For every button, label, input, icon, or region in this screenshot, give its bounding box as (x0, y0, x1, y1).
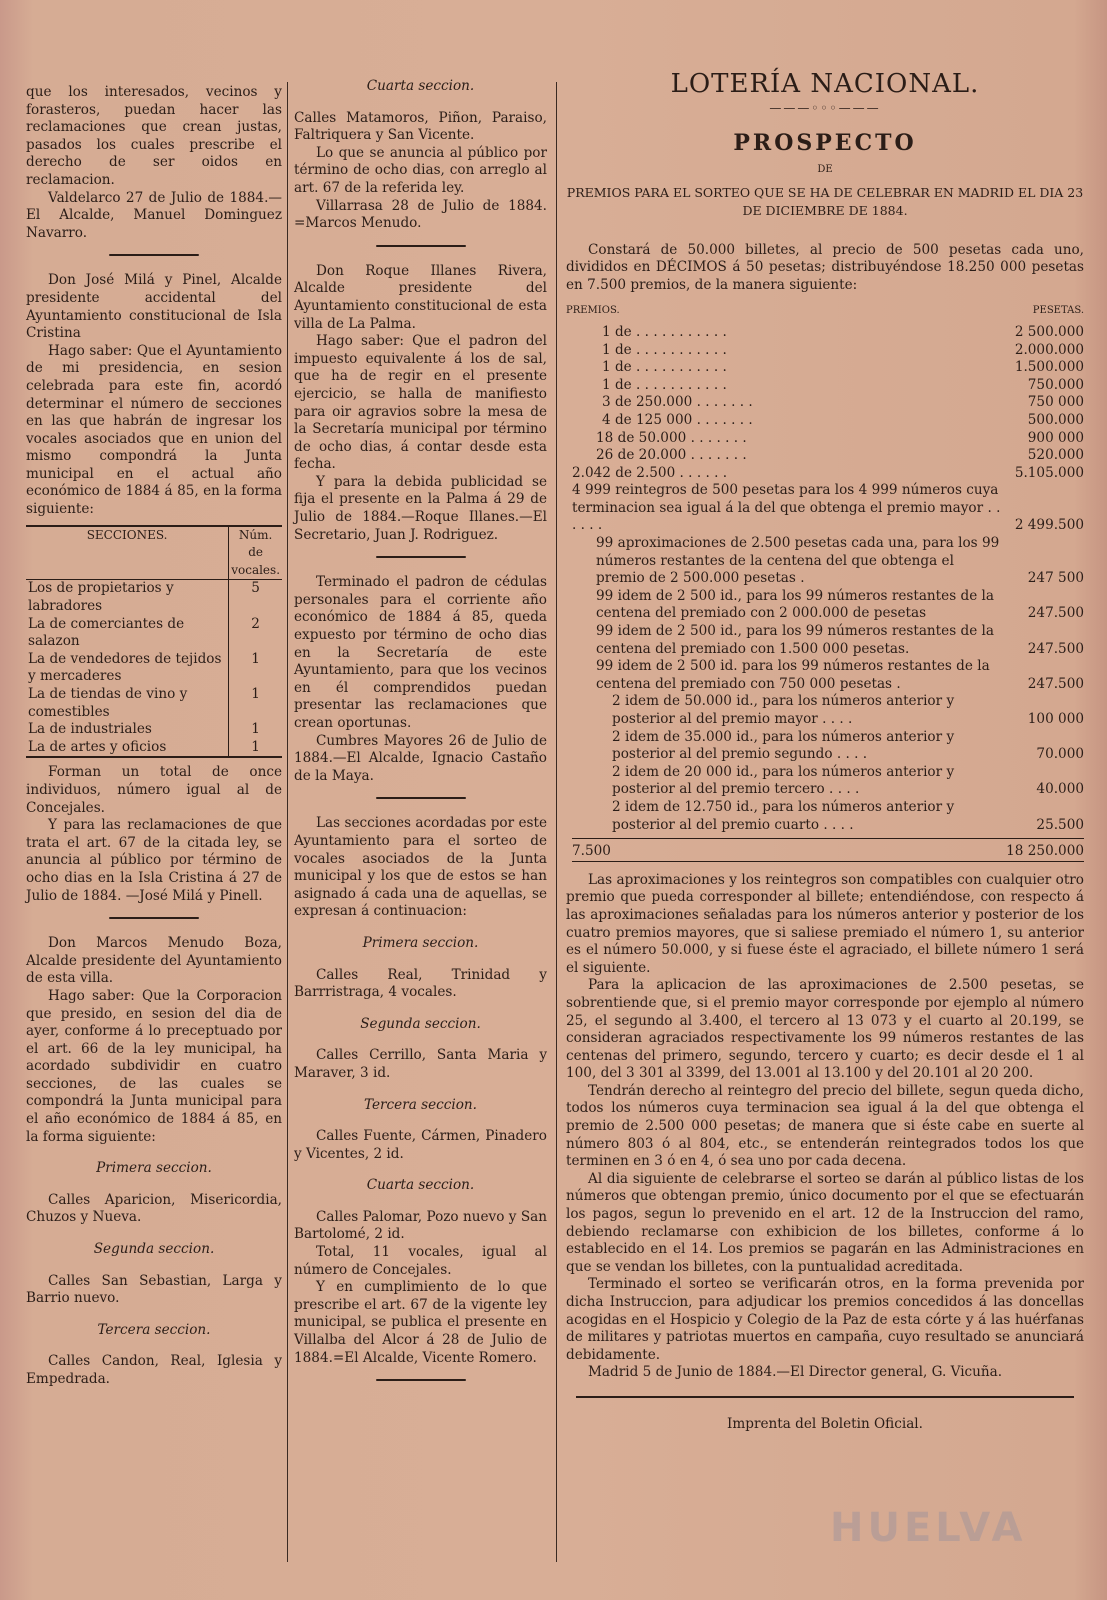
table-cell: 1 (229, 651, 282, 686)
prize-row: 1 de . . . . . . . . . . . 2 500.000 (602, 323, 1084, 340)
prize-row: 1 de . . . . . . . . . . . 1.500.000 (602, 359, 1084, 376)
prize-row: 3 de 250.000 . . . . . . . 750 000 (602, 394, 1084, 411)
table-row (26, 651, 282, 686)
prize-row: 99 idem de 2 500 id. para los 99 números restantes de la centena del premiado con 750 000 pesetas . 247.500 (596, 658, 1084, 692)
prize-row: 99 idem de 2 500 id., para los 99 números restantes de la centena del premiado con 1.500 000 pesetas. 247.500 (596, 623, 1084, 657)
right-column (566, 69, 1084, 1434)
paragraph: Terminado el padron de cédulas personales para el corriente año económico de 1884 á 85, queda expuesto por término de ocho dias en la Secretaría de este Ayuntamiento, para que los vecinos en él comprendidos puedan presentar las reclamaciones que crean oportunas. (294, 574, 547, 731)
left-column (26, 84, 282, 1389)
signature: Valdelarco 27 de Julio de 1884.—El Alcalde, Manuel Dominguez Navarro. (26, 189, 282, 241)
table-cell: 2 (229, 616, 282, 651)
total-count: 7.500 (572, 843, 611, 860)
premios-header: PREMIOS. (566, 305, 620, 317)
prize-row: 2 idem de 20 000 id., para los números anterior y posterior al del premio tercero . . . . 40.000 (612, 763, 1084, 798)
paragraph: Lo que se anuncia al público por término de ocho dias, con arreglo al art. 67 de la referida ley. (294, 144, 547, 196)
paragraph: Calles San Sebastian, Larga y Barrio nuevo. (26, 1272, 282, 1307)
paragraph: Las aproximaciones y los reintegros son compatibles con cualquier otro premio que pueda corresponder al billete; entendiéndose, con respecto á las aproximaciones señaladas para los números anterior y posterior de los cuatro premios mayores, que si saliese premiado el número 1, su anterior es el número 50.000, y si fuese éste el agraciado, el billete número 1 será el siguiente. (566, 871, 1084, 976)
signature: Madrid 5 de Junio de 1884.—El Director general, G. Vicuña. (588, 1364, 1003, 1381)
prize-table (566, 324, 1084, 862)
separator (376, 556, 466, 558)
pesetas-header: PESETAS. (1032, 305, 1084, 317)
separator (109, 917, 199, 919)
section-title: Tercera seccion. (97, 1321, 211, 1338)
paragraph: Hago saber: Que el Ayuntamiento de mi presidencia, en sesion celebrada para este fin, acordó determinar el número de secciones en las que habrán de ingresar los vocales asociados que en union del mismo compondrá la Junta municipal en el actual año económico de 1884 á 85, en la forma siguiente: (26, 342, 282, 518)
table-cell: La de vendedores de tejidos y mercaderes (28, 650, 222, 685)
intro-paragraph: Constará de 50.000 billetes, al precio de 500 pesetas cada uno, divididos en DÉCIMOS á 50 pesetas; distribuyéndose 18.250 000 pesetas en 7.500 premios, de la manera siguiente: (566, 241, 1084, 293)
paragraph: Total, 11 vocales, igual al número de Concejales. (294, 1244, 547, 1278)
separator (376, 797, 466, 799)
paragraph: Forman un total de once individuos, número igual al de Concejales. (26, 764, 282, 816)
table-cell: 1 (229, 739, 282, 758)
prize-table-header (566, 302, 1084, 320)
prize-row: 18 de 50.000 . . . . . . . 900 000 (596, 429, 1084, 446)
section-title: Primera seccion. (96, 1160, 212, 1177)
watermark: HUELVA (830, 1505, 1027, 1551)
separator (376, 245, 466, 247)
table-row (26, 616, 282, 651)
section-title: Cuarta seccion. (366, 1177, 475, 1194)
ornament: ———◦◦◦——— (769, 100, 881, 115)
table-cell: 1 (229, 721, 282, 739)
prize-row: 2 idem de 35.000 id., para los números anterior y posterior al del premio segundo . . . . 70.000 (612, 728, 1084, 763)
paragraph: Tendrán derecho al reintegro del precio del billete, segun queda dicho, todos los números cuya terminacion sea igual á la del que obtenga el premio de 2.500 000 pesetas; de manera que si éste cabe en suerte al número 803 ó al 804, etc., se entenderán reintegrados todos los que terminen en 3 ó en 4, ó sea uno por cada decena. (566, 1082, 1084, 1170)
prize-row: 4 999 reintegros de 500 pesetas para los 4 999 números cuya terminacion sea igual á la del que obtenga el premio mayor . . . . . . 2 499.500 (572, 482, 1084, 534)
paragraph: Calles Fuente, Cármen, Pinadero y Vicentes, 2 id. (294, 1128, 547, 1162)
paragraph: Y para la debida publicidad se fija el presente en la Palma á 29 de Julio de 1884.—Roque Illanes.—El Secretario, Juan J. Rodriguez. (294, 473, 547, 543)
signature: Cumbres Mayores 26 de Julio de 1884.—El Alcalde, Ignacio Castaño de la Maya. (294, 732, 547, 784)
signature: Villarrasa 28 de Julio de 1884. =Marcos Menudo. (294, 197, 547, 232)
column-divider (556, 82, 557, 1562)
prize-row: 1 de . . . . . . . . . . . 2.000.000 (602, 341, 1084, 358)
prize-row: 2 idem de 50.000 id., para los números anterior y posterior al del premio mayor . . . . 100 000 (612, 693, 1084, 727)
prize-row: 99 aproximaciones de 2.500 pesetas cada una, para los 99 números restantes de la centena del que obtenga el premio de 2 500.000 pesetas . 247 500 (596, 535, 1084, 587)
page-title: LOTERÍA NACIONAL. (670, 69, 980, 99)
paragraph: Hago saber: Que la Corporacion que presido, en sesion del dia de ayer, conforme á lo preceptuado por el art. 66 de la ley municipal, ha acordado subdividir en cuatro secciones, de las cuales se compondrá la Junta municipal para el año económico de 1884 á 85, en la forma siguiente: (26, 987, 282, 1145)
paragraph: Calles Palomar, Pozo nuevo y San Bartolomé, 2 id. (294, 1208, 547, 1243)
section-title: Tercera seccion. (364, 1096, 477, 1113)
table-row (26, 739, 282, 758)
prize-row: 4 de 125 000 . . . . . . . 500.000 (602, 411, 1084, 428)
prize-row: 99 idem de 2 500 id., para los 99 números restantes de la centena del premiado con 2 000.000 de pesetas 247.500 (596, 587, 1084, 622)
table-header: SECCIONES. (86, 527, 168, 542)
table-header: Núm. de vocales. (229, 526, 282, 580)
paragraph: Calles Cerrillo, Santa Maria y Maraver, 3 id. (294, 1047, 547, 1081)
middle-column (294, 78, 547, 1397)
column-divider (287, 82, 288, 1562)
prize-row: 1 de . . . . . . . . . . . 750.000 (602, 376, 1084, 393)
paragraph: Calles Real, Trinidad y Barrristraga, 4 vocales. (294, 966, 547, 1001)
imprenta: Imprenta del Boletin Oficial. (727, 1415, 923, 1432)
paragraph: Y para las reclamaciones de que trata el art. 67 de la citada ley, se anuncia al público por término de ocho dias en la Isla Cristina á 27 de Julio de 1884. —José Milá y Pinell. (26, 817, 282, 904)
subtitle: PREMIOS PARA EL SORTEO QUE SE HA DE CELEBRAR EN MADRID EL DIA 23 DE DICIEMBRE DE 1884. (566, 185, 1084, 218)
total-row (572, 838, 1084, 862)
prize-row: 26 de 20.000 . . . . . . . 520.000 (596, 447, 1084, 464)
paragraph: Calles Aparicion, Misericordia, Chuzos y Nueva. (26, 1191, 282, 1226)
table-cell: La de artes y oficios (28, 738, 167, 755)
heading-paragraph: Don Marcos Menudo Boza, Alcalde presidente del Ayuntamiento de esta villa. (26, 935, 282, 987)
section-title: Cuarta seccion. (366, 78, 475, 94)
table-cell: La de tiendas de vino y comestibles (28, 686, 188, 720)
table-cell: La de industriales (28, 721, 152, 738)
table-cell: 1 (229, 686, 282, 721)
prospecto-heading: PROSPECTO (733, 130, 917, 157)
total-amount: 18 250.000 (1006, 843, 1084, 860)
heading-paragraph: Don José Milá y Pinel, Alcalde presidente accidental del Ayuntamiento constitucional de Isla Cristina (26, 272, 282, 342)
prize-row: 2 idem de 12.750 id., para los números anterior y posterior al del premio cuarto . . . . 25.500 (612, 798, 1084, 833)
sections-table (26, 525, 282, 759)
table-row (26, 580, 282, 616)
paragraph: Y en cumplimiento de lo que prescribe el art. 67 de la vigente ley municipal, se publica el presente en Villalba del Alcor á 28 de Julio de 1884.=El Alcalde, Vicente Romero. (294, 1279, 547, 1366)
paragraph: Calles Matamoros, Piñon, Paraiso, Faltriquera y San Vicente. (294, 109, 547, 144)
paragraph: Terminado el sorteo se verificarán otros, en la forma prevenida por dicha Instruccion, para adjudicar los premios concedidos á las doncellas acogidas en el Hospicio y Colegio de la Paz de esta córte y á las huérfanas de militares y patriotas muertos en campaña, cuyo resultado se anunciará debidamente. (566, 1276, 1084, 1363)
paragraph: Para la aplicacion de las aproximaciones de 2.500 pesetas, se sobrentiende que, si el premio mayor corresponde por ejemplo al número 25, el segundo al 3.400, el tercero al 13 073 y el cuarto al 20.199, se consideran agraciados respectivamente los 99 números restantes de las centenas del primero, segundo, tercero y cuarto; es decir desde el 1 al 100, del 3 301 al 3399, del 13.001 al 13.100 y del 20.101 al 20 200. (566, 977, 1084, 1082)
table-row (26, 721, 282, 739)
paragraph: Hago saber: Que el padron del impuesto equivalente á los de sal, que ha de regir en el presente ejercicio, se halla de manifiesto para oir agravios sobre la mesa de la Secretaría municipal por término de ocho dias, á contar desde esta fecha. (294, 333, 547, 473)
table-cell: La de comerciantes de salazon (28, 615, 185, 650)
de-label: DE (817, 163, 833, 175)
table-row (26, 686, 282, 721)
prize-row: 2.042 de 2.500 . . . . . . 5.105.000 (572, 464, 1084, 481)
separator (576, 1396, 1074, 1398)
paragraph: Al dia siguiente de celebrarse el sorteo se darán al público listas de los números que obtengan premio, único documento por el que se efectuarán los pagos, segun lo prevenido en el art. 12 de la Instruccion del ramo, debiendo reclamarse con exhibicion de los billetes, conforme á lo establecido en el 14. Los premios se pagarán en las Administraciones en que se vendan los billetes, con la puntualidad acreditada. (566, 1170, 1084, 1275)
separator (109, 254, 199, 256)
section-title: Primera seccion. (362, 934, 479, 951)
section-title: Segunda seccion. (93, 1241, 215, 1258)
heading-paragraph: Don Roque Illanes Rivera, Alcalde presidente del Ayuntamiento constitucional de esta villa de La Palma. (294, 262, 547, 332)
paragraph: Las secciones acordadas por este Ayuntamiento para el sorteo de vocales asociados de la Junta municipal y los que de estos se han asignado á cada una de aquellas, se expresan á continuacion: (294, 815, 547, 920)
table-cell: Los de propietarios y labradores (28, 580, 174, 615)
section-title: Segunda seccion. (360, 1015, 481, 1032)
paragraph: que los interesados, vecinos y forasteros, puedan hacer las reclamaciones que crean justas, pasados los cuales prescribe el derecho de ser oidos en reclamacion. (26, 84, 282, 188)
separator (376, 1379, 466, 1381)
table-cell: 5 (229, 580, 282, 616)
paragraph: Calles Candon, Real, Iglesia y Empedrada. (26, 1353, 282, 1387)
